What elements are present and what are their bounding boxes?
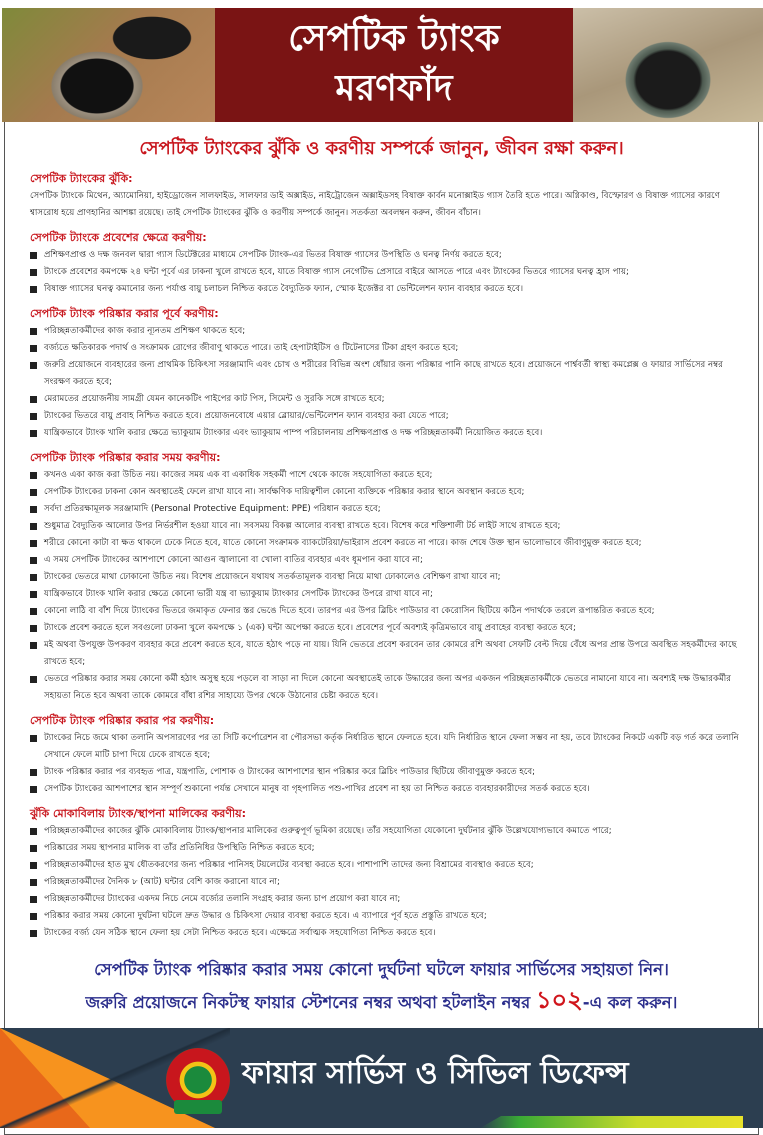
footer-banner — [0, 1028, 763, 1128]
list-item — [30, 264, 745, 281]
poster-title — [215, 8, 573, 122]
list-item-text: প্রশিক্ষণপ্রাপ্ত ও দক্ষ জনবল দ্বারা গ্যাস ডিটেক্টরের মাধ্যমে সেপটিক ট্যাংক-এর ভিতর বিষাক্ত গ্যাসের উপস্থিতি ও ঘনত্ব নির্ণয় করতে হবে; — [44, 250, 502, 260]
list-item-text: মেরামতের প্রয়োজনীয় সামগ্রী যেমন কানেকটিং পাইপের কাট পিস, সিমেন্ট ও সুরকি সঙ্গে রাখতে হবে; — [44, 394, 385, 404]
cta-line1: সেপটিক ট্যাংক পরিষ্কার করার সময় কোনো দুর্ঘটনা ঘটলে ফায়ার সার্ভিসের সহায়তা নিন। — [94, 960, 669, 979]
square-bullet-icon — [30, 913, 37, 920]
section-title: সেপটিক ট্যাংকের ঝুঁকি: — [30, 172, 133, 185]
content-sections — [30, 170, 745, 942]
square-bullet-icon — [30, 413, 37, 420]
section-title: সেপটিক ট্যাংকে প্রবেশের ক্ষেত্রে করণীয়: — [30, 231, 207, 244]
square-bullet-icon — [30, 845, 37, 852]
list-item-text: শুধুমাত্র বৈদ্যুতিক আলোর উপর নির্ভরশীল হওয়া যাবে না। সবসময় বিকল্প আলোর ব্যবস্থা রাখতে হবে। বিশেষ করে শক্তিশালী টর্চ লাইট সাথে রাখতে হবে; — [44, 521, 561, 531]
content-frame — [4, 122, 759, 1028]
list-item-text: কখনও একা কাজ করা উচিত নয়। কাজের সময় এক বা একাধিক সহকর্মী পাশে থেকে কাজে সহযোগিতা করতে হবে; — [44, 470, 433, 480]
square-bullet-icon — [30, 286, 37, 293]
square-bullet-icon — [30, 574, 37, 581]
bullet-list — [30, 823, 745, 942]
list-item-text: সর্বদা প্রতিরক্ষামূলক সরঞ্জামাদি (Personal Protective Equipment: PPE) পরিধান করতে হবে; — [44, 504, 381, 514]
list-item-text: পরিচ্ছন্নতাকর্মীদের ট্যাংকের একদম নিচে নেমে বর্জ্যের তলানি সংগ্রহ করার জন্য চাপ প্রয়োগ করা যাবে না; — [44, 894, 401, 904]
square-bullet-icon — [30, 862, 37, 869]
hotline-number: ১০২ — [535, 986, 583, 1014]
square-bullet-icon — [30, 269, 37, 276]
list-item-text: পরিচ্ছন্নতাকর্মীদের কাজের ঝুঁকি মোকাবিলায় ট্যাংক/স্থাপনার মালিকের গুরুত্বপূর্ণ ভূমিকা রয়েছে। তাঁর সহযোগিতা যেকোনো দুর্ঘটনার ঝুঁকি উল্লেখযোগ্যভাবে কমাতে পারে; — [44, 826, 612, 836]
list-item-text: সেপটিক ট্যাংকের ঢাকনা কোন অবস্থাতেই ফেলে রাখা যাবে না। সার্বক্ষণিক দায়িত্বশীল কোনো ব্যক্তিকে পরিষ্কার করার স্থানে অবস্থান করতে হবে; — [44, 487, 525, 497]
list-item — [30, 535, 745, 552]
list-item — [30, 620, 745, 637]
section — [30, 449, 745, 705]
section-title: ঝুঁকি মোকাবিলায় ট্যাংক/স্থাপনা মালিকের করণীয়: — [30, 807, 247, 820]
list-item-text: পরিচ্ছন্নতাকর্মীদের কাজ করার ন্যূনতম প্রশিক্ষণ থাকতে হবে; — [44, 326, 246, 336]
section-title: সেপটিক ট্যাংক পরিষ্কার করার পূর্বে করণীয়: — [30, 307, 219, 320]
list-item — [30, 891, 745, 908]
square-bullet-icon — [30, 523, 37, 530]
green-accent-strip — [480, 1116, 743, 1128]
square-bullet-icon — [30, 642, 37, 649]
list-item — [30, 467, 745, 484]
list-item-text: পরিচ্ছন্নতাকর্মীদের দৈনিক ৮ (আট) ঘন্টার বেশি কাজ করানো যাবে না; — [44, 877, 280, 887]
list-item-text: পরিচ্ছন্নতাকর্মীদের হাত মুখ ধৌতকরণের জন্য পরিষ্কার পানিসহ টয়লেটের ব্যবস্থা করতে হবে। পাশাপাশি তাদের জন্য বিশ্রামের ব্যবস্থাও করতে হবে; — [44, 860, 534, 870]
list-item — [30, 391, 745, 408]
square-bullet-icon — [30, 540, 37, 547]
list-item — [30, 637, 745, 671]
square-bullet-icon — [30, 879, 37, 886]
call-to-action — [5, 954, 758, 1018]
list-item-text: যান্ত্রিকভাবে ট্যাংক খালি করার ক্ষেত্রে কোনো ভারী যন্ত্র বা ভ্যাকুয়াম ট্যাংকার সেপটিক ট্যাংকের উপরে রাখা যাবে না; — [44, 589, 433, 599]
list-item-text: ভেতরে পরিষ্কার করার সময় কোনো কর্মী হঠাৎ অসুস্থ হয়ে পড়লে বা সাড়া না দিলে কোনো অবস্থাতেই তাকে উদ্ধারের জন্য অপর একজন পরিচ্ছন্নতাকর্মীকে ভেতরে নামানো যাবে না। অবশ্যই দক্ষ উদ্ধারকর্মীর সহায়তা নিতে হবে অথবা তাকে কোমরে বাঁধা রশির সাহায্যে উপর থেকে উঠানোর চেষ্টা করতে হবে। — [44, 674, 731, 701]
bullet-list — [30, 730, 745, 798]
square-bullet-icon — [30, 557, 37, 564]
poster-title-line2: মরণফাঁদ — [335, 68, 453, 109]
list-item-text: বর্জ্যতে ক্ষতিকারক পদার্থ ও সংক্রামক রোগের জীবাণু থাকতে পারে। তাই হেপাটাইটিস ও টিটেনাসের টিকা গ্রহণ করতে হবে; — [44, 343, 459, 353]
square-bullet-icon — [30, 328, 37, 335]
bullet-list — [30, 247, 745, 298]
header-banner — [0, 0, 763, 122]
list-item — [30, 552, 745, 569]
square-bullet-icon — [30, 828, 37, 835]
bullet-list — [30, 467, 745, 705]
list-item — [30, 484, 745, 501]
square-bullet-icon — [30, 345, 37, 352]
list-item-text: বিষাক্ত গ্যাসের ঘনত্ব কমানোর জন্য পর্যাপ্ত বায়ু চলাচল নিশ্চিত করতে বৈদ্যুতিক ফ্যান, স্মোক ইজেক্টর বা ভেন্টিলেশন ফ্যান ব্যবহার করতে হবে। — [44, 284, 524, 294]
section — [30, 712, 745, 798]
list-item — [30, 569, 745, 586]
list-item — [30, 781, 745, 798]
square-bullet-icon — [30, 769, 37, 776]
main-heading: সেপটিক ট্যাংকের ঝুঁকি ও করণীয় সম্পর্কে জানুন, জীবন রক্ষা করুন। — [139, 138, 624, 159]
square-bullet-icon — [30, 786, 37, 793]
square-bullet-icon — [30, 430, 37, 437]
list-item — [30, 340, 745, 357]
list-item — [30, 281, 745, 298]
list-item-text: সেপটিক ট্যাংকের আশপাশের স্থান সম্পূর্ণ শুকানো পর্যন্ত সেখানে মানুষ বা গৃহপালিত পশু-পাখির প্রবেশ না হয় তা নিশ্চিত করতে ব্যবহারকারীদের সতর্ক করতে হবে। — [44, 784, 590, 794]
list-item-text: যান্ত্রিকভাবে ট্যাংক খালি করার ক্ষেত্রে ভ্যাকুয়াম ট্যাংকার এবং ভ্যাকুয়াম পাম্প পরিচালনায় প্রশিক্ষণপ্রাপ্ত ও দক্ষ পরিচ্ছন্নতাকর্মী নিয়োজিত করতে হবে। — [44, 428, 543, 438]
list-item — [30, 603, 745, 620]
square-bullet-icon — [30, 489, 37, 496]
septic-tank-photo-right — [573, 8, 763, 122]
list-item — [30, 425, 745, 442]
list-item — [30, 586, 745, 603]
square-bullet-icon — [30, 676, 37, 683]
section — [30, 805, 745, 942]
list-item-text: পরিষ্কার করার সময় কোনো দুর্ঘটনা ঘটলে দ্রুত উদ্ধার ও চিকিৎসা দেয়ার ব্যবস্থা করতে হবে। এ ব্যাপারে পূর্ব হতে প্রস্তুতি রাখতে হবে; — [44, 911, 487, 921]
square-bullet-icon — [30, 506, 37, 513]
list-item-text: ট্যাংকে প্রবেশের কমপক্ষে ২৪ ঘন্টা পূর্বে এর ঢাকনা খুলে রাখতে হবে, যাতে বিষাক্ত গ্যাস নেগেটিভ প্রেসারে বাইরে আসতে পারে এবং ট্যাংকের ভিতরে গ্যাসের ঘনত্ব হ্রাস পায়; — [44, 267, 629, 277]
cta-line2 — [5, 985, 758, 1018]
list-item — [30, 925, 745, 942]
list-item — [30, 323, 745, 340]
section — [30, 229, 745, 298]
list-item — [30, 840, 745, 857]
list-item-text: ট্যাংক পরিষ্কার করার পর ব্যবহৃত পাত্র, যন্ত্রপাতি, পোশাক ও ট্যাংকের আশপাশের স্থান পরিষ্কার করে ব্লিচিং পাউডার ছিটিয়ে জীবাণুমুক্ত করতে হবে; — [44, 767, 536, 777]
list-item-text: ট্যাংকে প্রবেশ করতে হলে সবগুলো ঢাকনা খুলে কমপক্ষে ১ (এক) ঘন্টা অপেক্ষা করতে হবে। প্রবেশের পূর্বে অবশ্যই কৃত্রিমভাবে বায়ু প্রবাহের ব্যবস্থা করতে হবে; — [44, 623, 576, 633]
square-bullet-icon — [30, 896, 37, 903]
section — [30, 170, 745, 222]
list-item-text: ট্যাংকের বর্জ্য যেন সঠিক স্থানে ফেলা হয় সেটা নিশ্চিত করতে হবে। এক্ষেত্রে সর্বাত্মক সহযোগিতা নিশ্চিত করতে হবে। — [44, 928, 436, 938]
square-bullet-icon — [30, 735, 37, 742]
square-bullet-icon — [30, 625, 37, 632]
square-bullet-icon — [30, 591, 37, 598]
list-item — [30, 408, 745, 425]
square-bullet-icon — [30, 930, 37, 937]
septic-tank-photo-left — [2, 8, 215, 122]
frame-bottom-border — [4, 1128, 759, 1135]
org-name: ফায়ার সার্ভিস ও সিভিল ডিফেন্স — [242, 1056, 629, 1091]
bullet-list — [30, 323, 745, 442]
list-item-text: এ সময় সেপটিক ট্যাংকের আশপাশে কোনো আগুন জ্বালানো বা খোলা বাতির ব্যবহার এবং ধূমপান করা যাবে না; — [44, 555, 423, 565]
cta-line2-text: জরুরি প্রয়োজনে নিকটস্থ ফায়ার স্টেশনের নম্বর অথবা হটলাইন নম্বর — [85, 993, 536, 1012]
list-item-text: ট্যাংকের ভিতরে বায়ু প্রবাহ নিশ্চিত করতে হবে। প্রয়োজনবোধে এয়ার ব্লোয়ার/ভেন্টিলেশন ফ্যান ব্যবহার করা যেতে পারে; — [44, 411, 449, 421]
list-item-text: পরিষ্কারের সময় স্থাপনার মালিক বা তাঁর প্রতিনিধির উপস্থিতি নিশ্চিত করতে হবে; — [44, 843, 315, 853]
list-item — [30, 730, 745, 764]
list-item-text: শরীরে কোনো কাটা বা ক্ষত থাকলে ঢেকে নিতে হবে, যাতে কোনো সংক্রামক ব্যাকটেরিয়া/ভাইরাস প্রবেশ করতে না পারে। কাজ শেষে উক্ত স্থান ভালোভাবে জীবাণুমুক্ত করতে হবে; — [44, 538, 642, 548]
section — [30, 305, 745, 442]
square-bullet-icon — [30, 396, 37, 403]
list-item-text: মই অথবা উপযুক্ত উপকরণ ব্যবহার করে প্রবেশ করতে হবে, যাতে হঠাৎ পড়ে না যায়। যিনি ভেতরে প্রবেশ করবেন তার কোমরে রশি অথবা সেফটি বেল্ট দিয়ে বেঁধে অপর প্রান্ত উপরে অবস্থিত সহকর্মীদের কাছে রাখতে হবে; — [44, 640, 737, 667]
section-paragraph: সেপটিক ট্যাংকে মিথেন, অ্যামোনিয়া, হাইড্রোজেন সালফাইড, সালফার ডাই অক্সাইড, নাইট্রোজেন অক্সাইডসহ বিষাক্ত কার্বন মনোক্সাইড গ্যাস তৈরি হতে পারে। অগ্নিকাণ্ড, বিস্ফোরণ ও বিষাক্ত গ্যাসের কারণে শ্বাসরোধ হয়ে প্রাণহানির আশঙ্কা রয়েছে। তাই সেপটিক ট্যাংকের ঝুঁকি ও করণীয় সম্পর্কে জানুন। সতর্কতা অবলম্বন করুন, জীবন বাঁচান। — [30, 191, 720, 218]
list-item-text: কোনো লাঠি বা বাঁশ দিয়ে ট্যাংকের ভিতরে জমাকৃত ফেনার স্তর ভেঙে দিতে হবে। তারপর এর উপর ব্লিচিং পাউডার বা কেরোসিন ছিটিয়ে কঠিন পদার্থকে তরলে রূপান্তরিত করতে হবে; — [44, 606, 655, 616]
list-item — [30, 874, 745, 891]
list-item — [30, 501, 745, 518]
fire-service-logo-icon — [166, 1048, 230, 1112]
list-item-text: জরুরি প্রয়োজনে ব্যবহারের জন্য প্রাথমিক চিকিৎসা সরঞ্জামাদি এবং চোখ ও শরীরের বিভিন্ন অংশ ধোঁয়ার জন্য পরিষ্কার পানি কাছে রাখতে হবে। প্রয়োজনে পার্শ্ববর্তী স্বাস্থ্য কমপ্লেক্স ও ফায়ার সার্ভিসের নম্বর সংরক্ষণ করতে হবে; — [44, 360, 723, 387]
list-item-text: ট্যাংকের নিচে জমে থাকা তলানি অপসারণের পর তা সিটি কর্পোরেশন বা পৌরসভা কর্তৃক নির্ধারিত স্থানে ফেলতে হবে। যদি নির্ধারিত স্থানে ফেলা সম্ভব না হয়, তবে ট্যাংকের নিকটে একটি বড় গর্ত করে তলানি সেখানে ফেলে মাটি চাপা দিয়ে ঢেকে রাখতে হবে; — [44, 733, 739, 760]
list-item — [30, 908, 745, 925]
poster-title-line1: সেপটিক ট্যাংক — [288, 18, 500, 59]
square-bullet-icon — [30, 472, 37, 479]
list-item — [30, 823, 745, 840]
square-bullet-icon — [30, 608, 37, 615]
cta-line2-end: -এ কল করুন। — [582, 993, 678, 1012]
section-title: সেপটিক ট্যাংক পরিষ্কার করার সময় করণীয়: — [30, 451, 221, 464]
list-item-text: ট্যাংকের ভেতরে মাথা ঢোকানো উচিত নয়। বিশেষ প্রয়োজনে যথাযথ সতর্কতামূলক ব্যবস্থা নিয়ে মাথা ঢোকালেও বেশিক্ষণ রাখা যাবে না; — [44, 572, 501, 582]
square-bullet-icon — [30, 252, 37, 259]
square-bullet-icon — [30, 362, 37, 369]
list-item — [30, 764, 745, 781]
section-title: সেপটিক ট্যাংক পরিষ্কার করার পর করণীয়: — [30, 714, 215, 727]
list-item — [30, 247, 745, 264]
list-item — [30, 671, 745, 705]
list-item — [30, 857, 745, 874]
logo-ribbon — [174, 1100, 222, 1114]
list-item — [30, 518, 745, 535]
list-item — [30, 357, 745, 391]
